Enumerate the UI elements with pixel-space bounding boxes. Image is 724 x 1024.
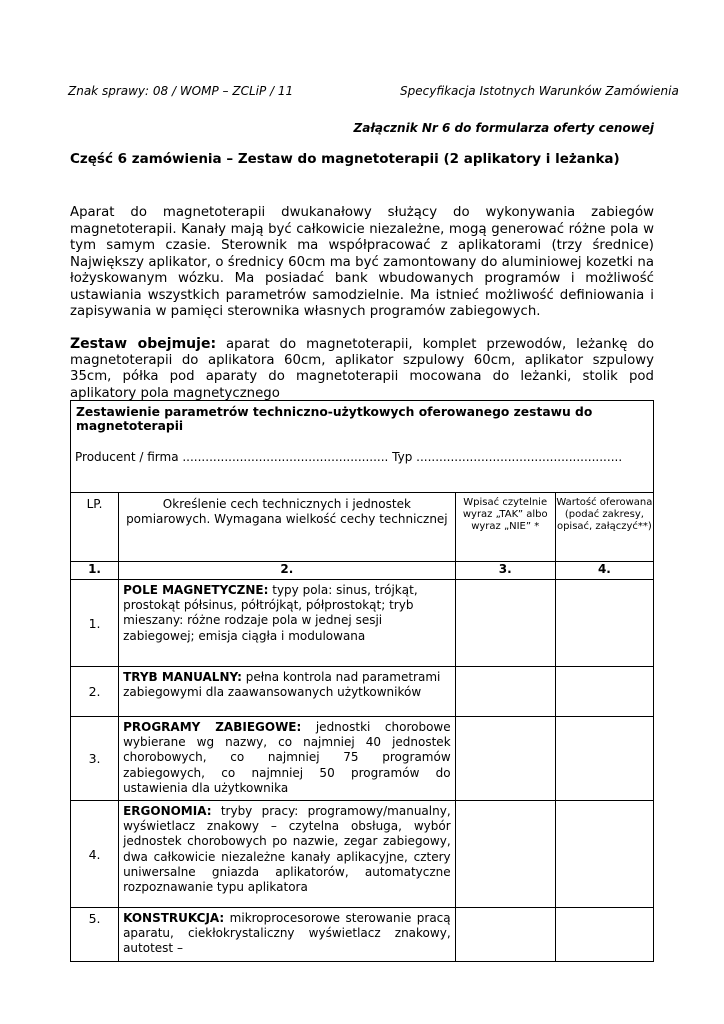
column-number: 2. xyxy=(119,562,456,580)
col-value-header: Wartość oferowana (podać zakresy, opisać, załączyć**) xyxy=(555,493,653,562)
column-numbers-row xyxy=(71,562,654,580)
row-text: typy pola: sinus, trójkąt, prostokąt półsinus, półtrójkąt, półprostokąt; tryb mieszany: różne rodzaje pola w jednej sesji zabiegowej; emisja ciągła i modulowana xyxy=(123,583,418,643)
set-contents-label: Zestaw obejmuje: xyxy=(70,336,217,352)
case-number: Znak sprawy: 08 / WOMP – ZCLiP / 11 xyxy=(68,84,294,98)
row-label: KONSTRUKCJA: xyxy=(123,911,225,926)
row-description xyxy=(119,580,456,667)
producer-line: Producent / firma ...................................................... Typ ...................................................... xyxy=(75,450,623,464)
table-row xyxy=(71,580,654,667)
parameters-section xyxy=(70,400,654,956)
offered-value-cell[interactable] xyxy=(555,667,653,717)
offered-value-cell[interactable] xyxy=(555,580,653,667)
offered-value-cell[interactable] xyxy=(555,717,653,801)
device-description: Aparat do magnetoterapii dwukanałowy służący do wykonywania zabiegów magnetoterapii. Kanały mają być całkowicie niezależne, mogą generować różne pola w tym samym czasie. Sterownik ma współpracować z aplikatorami (trzy średnice) Największy aplikator, o średnicy 60cm ma być zamontowany do aluminiowej kozetki na łożyskowanym wózku. Ma posiadać bank wbudowanych programów i możliwość ustawiania wszystkich parametrów samodzielnie. Ma istnieć możliwość definiowania i zapisywania w pamięci sterownika własnych programów zabiegowych. xyxy=(70,205,654,319)
row-text: pełna kontrola nad parametrami zabiegowymi dla zaawansowanych użytkowników xyxy=(123,670,441,700)
col-description-header: Określenie cech technicznych i jednostek pomiarowych. Wymagana wielkość cechy technicznej xyxy=(119,493,456,562)
row-label: PROGRAMY ZABIEGOWE: xyxy=(123,720,302,734)
table-header-row xyxy=(71,493,654,562)
row-text: jednostki chorobowe wybierane wg nazwy, co najmniej 40 jednostek chorobowych, co najmniej 75 programów zabiegowych, co najmniej 50 programów do ustawienia dla użytkownika xyxy=(123,720,451,795)
col-confirm-header: Wpisać czytelnie wyraz „TAK” albo wyraz „NIE” * xyxy=(455,493,555,562)
row-number: 3. xyxy=(71,717,119,801)
confirm-cell[interactable] xyxy=(455,580,555,667)
confirm-cell[interactable] xyxy=(455,801,555,908)
col-lp-header: LP. xyxy=(71,493,119,562)
row-label: ERGONOMIA: xyxy=(123,804,212,819)
row-text: tryby pracy: programowy/manualny, wyświetlacz znakowy – czytelna obsługa, wybór jednostek chorobowych po nazwie, zegar zabiegowy, dwa całkowicie niezależne kanały aplikacyjne, cztery uniwersalne gniazda aplikatorów, automatyczne rozpoznawanie typu aplikatora xyxy=(123,804,451,895)
part-title: Część 6 zamówienia – Zestaw do magnetoterapii (2 aplikatory i leżanka) xyxy=(70,151,620,167)
row-number: 1. xyxy=(71,580,119,667)
spec-title: Specyfikacja Istotnych Warunków Zamówienia xyxy=(400,84,679,98)
row-label: TRYB MANUALNY: xyxy=(123,670,242,684)
column-number: 4. xyxy=(555,562,653,580)
annex-label: Załącznik Nr 6 do formularza oferty cenowej xyxy=(353,121,654,135)
column-number: 1. xyxy=(71,562,119,580)
row-description xyxy=(119,801,456,908)
row-description xyxy=(119,908,456,962)
row-number: 2. xyxy=(71,667,119,717)
row-label: POLE MAGNETYCZNE: xyxy=(123,583,269,597)
offered-value-cell[interactable] xyxy=(555,801,653,908)
confirm-cell[interactable] xyxy=(455,717,555,801)
set-contents xyxy=(70,336,654,402)
column-number: 3. xyxy=(455,562,555,580)
row-number: 5. xyxy=(71,908,119,962)
confirm-cell[interactable] xyxy=(455,667,555,717)
row-description xyxy=(119,667,456,717)
confirm-cell[interactable] xyxy=(455,908,555,962)
table-row xyxy=(71,801,654,908)
row-number: 4. xyxy=(71,801,119,908)
row-text: mikroprocesorowe sterowanie pracą aparatu, ciekłokrystaliczny wyświetlacz znakowy, autotest – xyxy=(123,911,451,956)
row-description xyxy=(119,717,456,801)
set-contents-text: aparat do magnetoterapii, komplet przewodów, leżankę do magnetoterapii do aplikatora 60cm, aplikator szpulowy 60cm, aplikator szpulowy 35cm, półka pod aparaty do magnetoterapii mocowana do leżanki, stolik pod aplikatory pola magnetycznego xyxy=(70,337,654,401)
table-row xyxy=(71,667,654,717)
table-row xyxy=(71,908,654,962)
table-row xyxy=(71,717,654,801)
parameters-table xyxy=(70,492,654,962)
summary-title: Zestawienie parametrów techniczno-użytkowych oferowanego zestawu do magnetoterapii xyxy=(76,405,593,433)
offered-value-cell[interactable] xyxy=(555,908,653,962)
